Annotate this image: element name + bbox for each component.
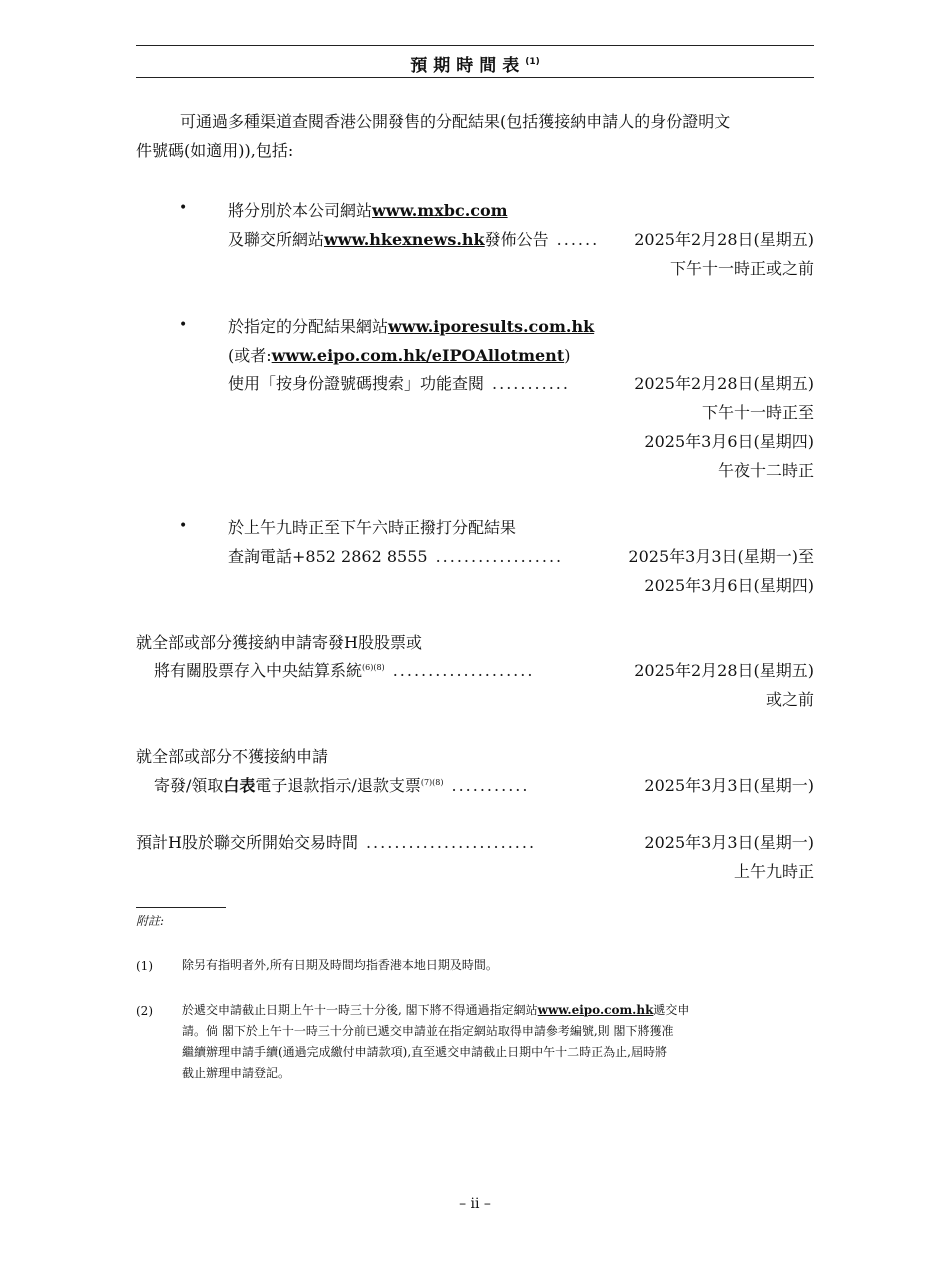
- footnote-2-line1: 於遞交申請截止日期上午十一時三十分後, 閣下將不得通過指定網站: [182, 1003, 538, 1017]
- dispatch-line1: 就全部或部分獲接納申請寄發H股股票或: [136, 633, 422, 652]
- item2-line3: [228, 371, 814, 394]
- dispatch-line2: [154, 658, 814, 681]
- item2-text-3: ): [564, 346, 571, 365]
- trading-time: 上午九時正: [733, 862, 814, 881]
- trading-date: 2025年3月3日(星期一): [644, 833, 814, 852]
- item2-line1: [228, 314, 594, 337]
- item2-text-2: (或者:: [228, 346, 272, 365]
- item1-text-2: 及聯交所網站: [228, 230, 325, 249]
- page-number: – ii –: [459, 1196, 491, 1212]
- refund-note: (7)(8): [420, 778, 444, 787]
- bullet-1: •: [179, 200, 188, 216]
- item3-line2: [228, 544, 814, 567]
- dispatch-text: 將有關股票存入中央結算系統: [154, 661, 363, 680]
- refund-line2: [154, 773, 814, 796]
- item3-line1: 於上午九時正至下午六時正撥打分配結果: [228, 518, 517, 537]
- item3-date-start: 2025年3月3日(星期一)至: [628, 547, 814, 566]
- eipo-allotment-link[interactable]: www.eipo.com.hk/eIPOAllotment: [271, 346, 565, 365]
- item3-phone: 查詢電話+852 2862 8555: [228, 547, 428, 566]
- refund-text-2: 電子退款指示/退款支票: [255, 776, 421, 795]
- footnote-1-number: (1): [136, 959, 153, 973]
- iporesults-link[interactable]: www.iporesults.com.hk: [388, 317, 595, 336]
- dispatch-date: 2025年2月28日(星期五): [634, 661, 814, 680]
- white-form-text: 白表: [223, 776, 256, 795]
- hkexnews-link[interactable]: www.hkexnews.hk: [324, 230, 485, 249]
- footnote-2-number: (2): [136, 1004, 153, 1018]
- item1-text: 將分別於本公司網站: [228, 201, 373, 220]
- leader-dots: ..................: [435, 547, 564, 566]
- dispatch-note: (6)(8): [362, 663, 385, 672]
- footnote-divider: [136, 907, 226, 908]
- refund-date: 2025年3月3日(星期一): [644, 776, 814, 795]
- item2-line2: [228, 343, 570, 366]
- leader-dots: ......: [556, 230, 600, 249]
- item2-date-start: 2025年2月28日(星期五): [634, 374, 814, 393]
- footnote-2-line4: 截止辦理申請登記。: [182, 1066, 291, 1080]
- item1-date: 2025年2月28日(星期五): [634, 230, 814, 249]
- item1-text-3: 發佈公告: [484, 230, 549, 249]
- dispatch-time: 或之前: [765, 690, 814, 709]
- intro-line-1: 可通過多種渠道查閱香港公開發售的分配結果(包括獲接納申請人的身份證明文: [180, 112, 731, 131]
- item2-time-end: 午夜十二時正: [717, 461, 814, 480]
- footnote-1-text: 除另有指明者外,所有日期及時間均指香港本地日期及時間。: [182, 958, 498, 972]
- intro-line-2: 件號碼(如適用)),包括:: [136, 141, 294, 160]
- page-title: [136, 51, 814, 76]
- bullet-3: •: [179, 518, 188, 534]
- bullet-2: •: [179, 317, 188, 333]
- leader-dots: ........................: [365, 833, 537, 852]
- footnote-2-line2: 請。倘 閣下於上午十一時三十分前已遞交申請並在指定網站取得申請參考編號,則 閣下將獲准: [182, 1024, 674, 1038]
- trading-line: [136, 830, 814, 853]
- title-note: (1): [525, 57, 540, 67]
- footnote-2-line3: 繼續辦理申請手續(通過完成繳付申請款項),直至遞交申請截止日期中午十二時正為止,屆時將: [182, 1045, 667, 1059]
- item1-time: 下午十一時正或之前: [669, 259, 814, 278]
- refund-line1: 就全部或部分不獲接納申請: [136, 747, 329, 766]
- item2-search-text: 使用「按身份證號碼搜索」功能查閱: [228, 374, 485, 393]
- leader-dots: ...........: [492, 374, 570, 393]
- title-text: 預期時間表: [410, 56, 526, 76]
- item2-time-start: 下午十一時正至: [701, 403, 814, 422]
- trading-text: 預計H股於聯交所開始交易時間: [136, 833, 358, 852]
- footnote-heading: 附註:: [136, 914, 165, 928]
- footnote-2-text: [182, 1000, 814, 1084]
- item3-date-end: 2025年3月6日(星期四): [644, 576, 814, 595]
- leader-dots: ....................: [392, 661, 535, 680]
- intro-paragraph: [136, 107, 814, 165]
- refund-text: 寄發/領取: [154, 776, 224, 795]
- item1-line2: [228, 227, 814, 250]
- footnote-2-line1-end: 遞交申: [653, 1003, 690, 1017]
- eipo-link[interactable]: www.eipo.com.hk: [537, 1003, 654, 1017]
- item1-line1: [228, 198, 508, 221]
- leader-dots: ...........: [451, 776, 530, 795]
- item2-date-end: 2025年3月6日(星期四): [644, 432, 814, 451]
- page-header: [136, 45, 814, 78]
- mxbc-link[interactable]: www.mxbc.com: [372, 201, 508, 220]
- item2-text: 於指定的分配結果網站: [228, 317, 389, 336]
